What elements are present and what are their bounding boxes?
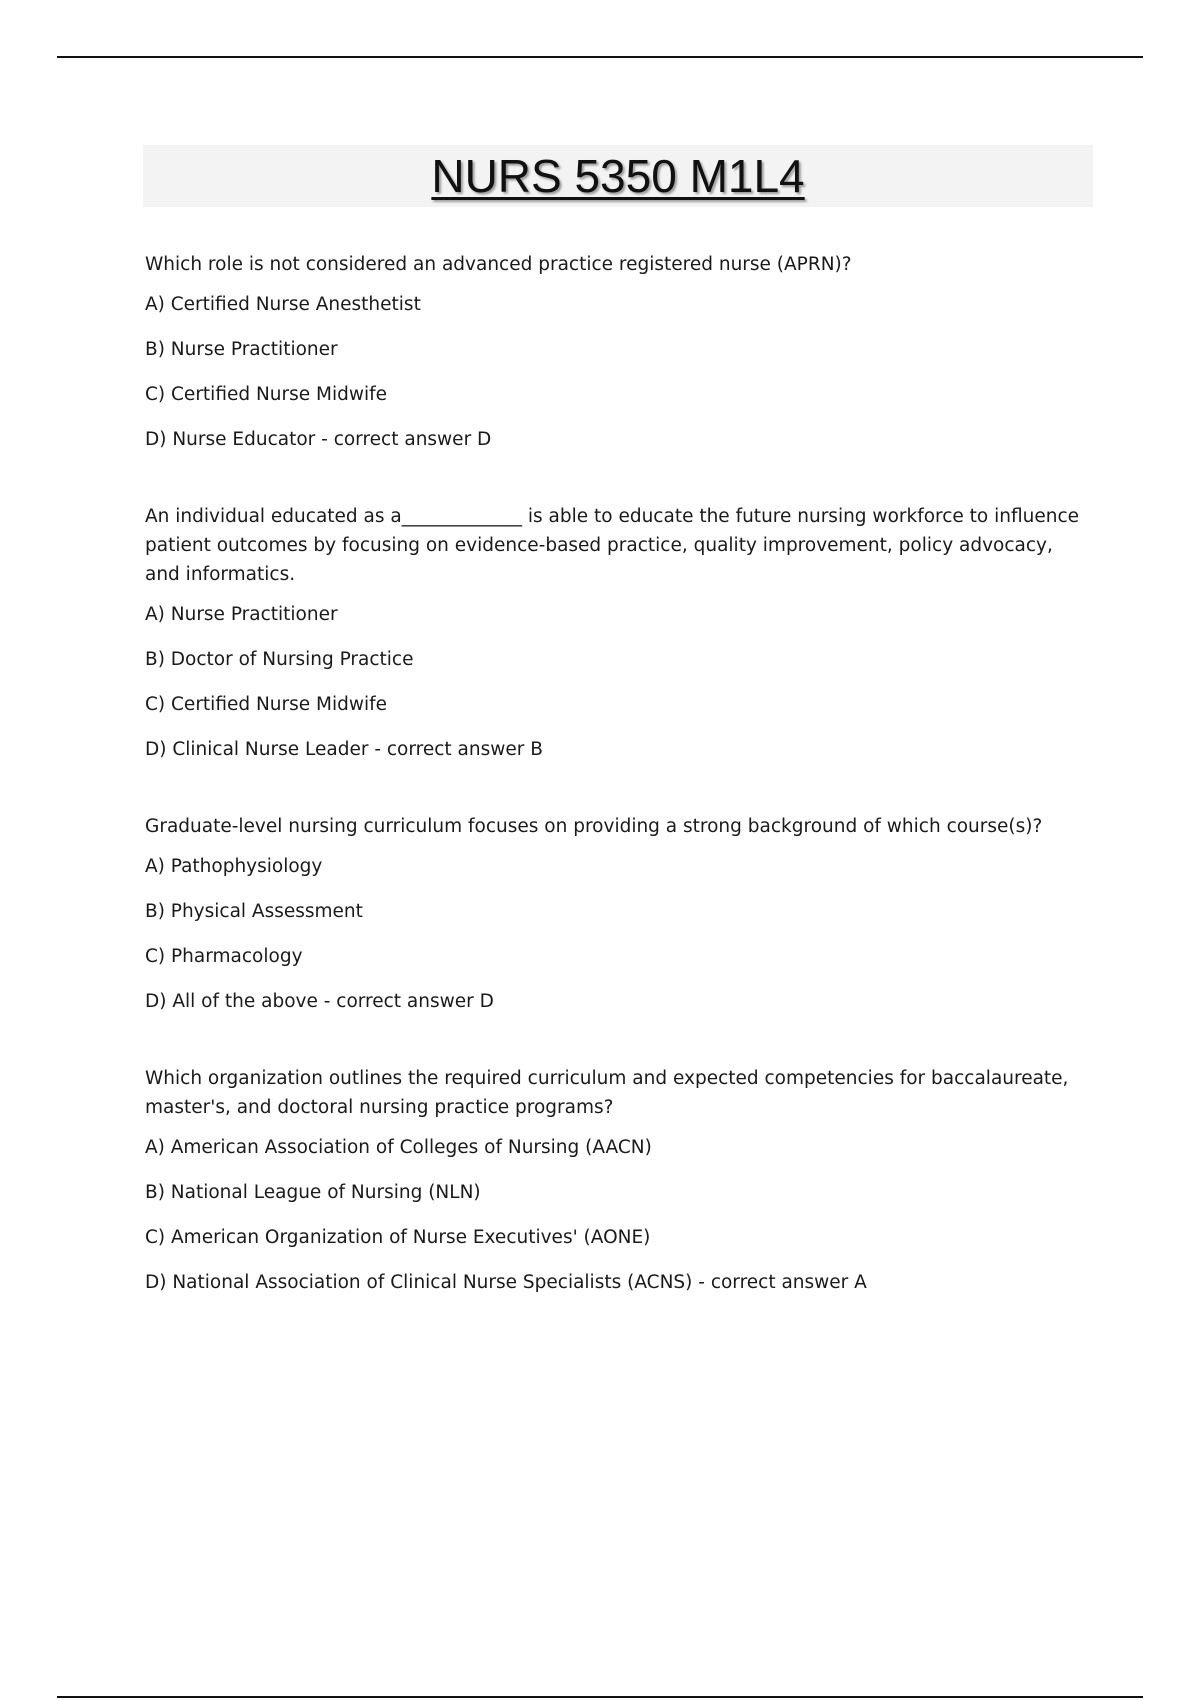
- header-rule: [57, 56, 1143, 58]
- answer-option-a: A) American Association of Colleges of Nursing (AACN): [145, 1137, 652, 1158]
- answer-option-d: D) Clinical Nurse Leader - correct answer B: [145, 739, 543, 760]
- footer-rule: [57, 1696, 1143, 1698]
- question-1: [145, 250, 1090, 452]
- question-prompt: Which organization outlines the required curriculum and expected competencies for baccalaureate, master's, and doctoral nursing practice programs?: [145, 1068, 1069, 1118]
- question-4: [145, 1064, 1090, 1295]
- answer-option-d: D) Nurse Educator - correct answer D: [145, 429, 492, 450]
- answer-option-b: B) Doctor of Nursing Practice: [145, 649, 414, 670]
- title-band: [143, 145, 1093, 207]
- question-prompt: Graduate-level nursing curriculum focuses on providing a strong background of which course(s)?: [145, 816, 1043, 837]
- answer-option-d: D) All of the above - correct answer D: [145, 991, 494, 1012]
- question-prompt: An individual educated as a_____________ is able to educate the future nursing workforce to influence patient outcomes by focusing on evidence-based practice, quality improvement, policy advocacy, and informatics.: [145, 506, 1080, 585]
- question-2: [145, 502, 1090, 762]
- answer-option-b: B) Nurse Practitioner: [145, 339, 338, 360]
- answer-option-b: B) Physical Assessment: [145, 901, 363, 922]
- document-title: NURS 5350 M1L4: [431, 150, 805, 202]
- answer-option-c: C) Certified Nurse Midwife: [145, 694, 388, 715]
- answer-option-c: C) American Organization of Nurse Executives' (AONE): [145, 1227, 651, 1248]
- question-3: [145, 812, 1090, 1014]
- answer-option-a: A) Certified Nurse Anesthetist: [145, 294, 421, 315]
- question-list: [145, 250, 1090, 1345]
- answer-option-c: C) Certified Nurse Midwife: [145, 384, 388, 405]
- answer-option-c: C) Pharmacology: [145, 946, 303, 967]
- answer-option-a: A) Nurse Practitioner: [145, 604, 338, 625]
- answer-option-b: B) National League of Nursing (NLN): [145, 1182, 481, 1203]
- question-prompt: Which role is not considered an advanced practice registered nurse (APRN)?: [145, 254, 852, 275]
- answer-option-a: A) Pathophysiology: [145, 856, 323, 877]
- answer-option-d: D) National Association of Clinical Nurse Specialists (ACNS) - correct answer A: [145, 1272, 867, 1293]
